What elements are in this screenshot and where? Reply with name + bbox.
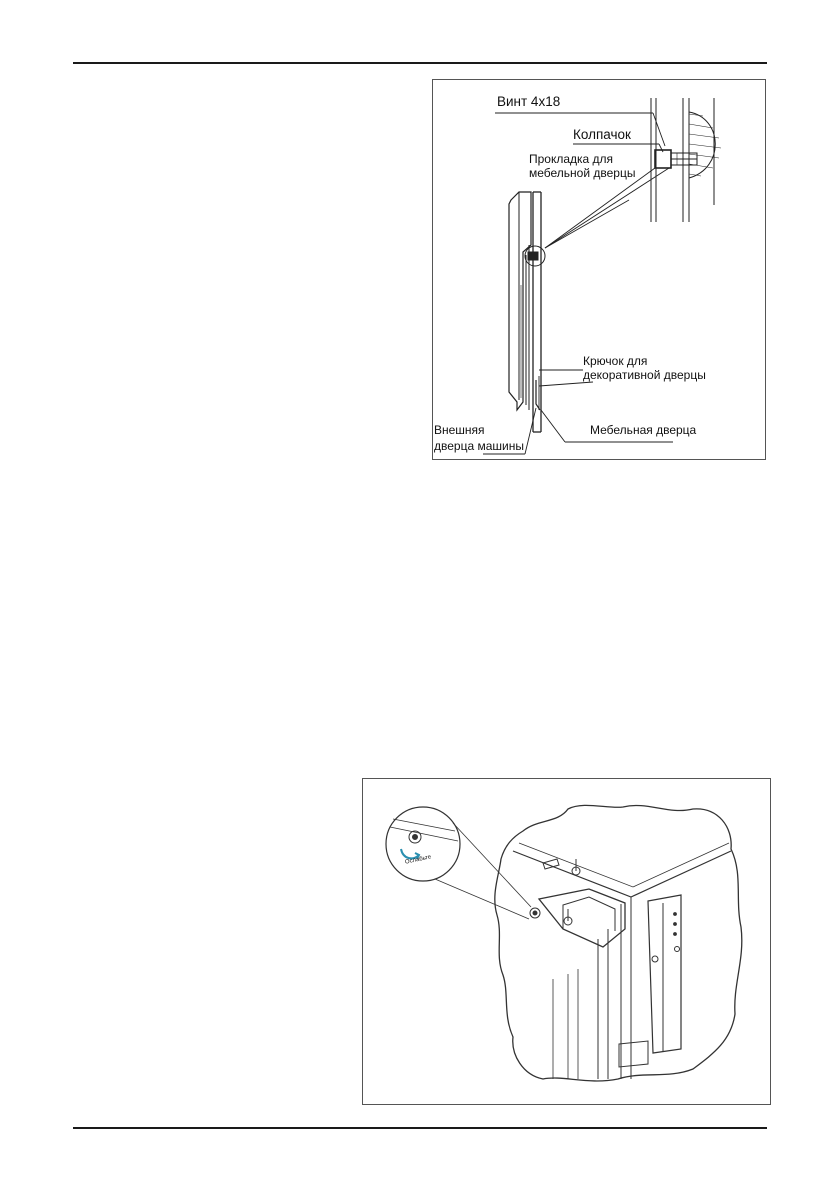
gasket-label-line2: мебельной дверцы: [529, 166, 636, 180]
outer-door-label-line1: Внешняя: [434, 423, 485, 437]
footer-rule: [73, 1127, 767, 1129]
hook-label-line2: декоративной дверцы: [583, 368, 706, 382]
header-rule: [73, 62, 767, 64]
door-mounting-section-diagram: [432, 79, 766, 460]
cap-label: Колпачок: [573, 127, 631, 142]
gasket-label-line1: Прокладка для: [529, 152, 614, 166]
hinge-bracket-illustration: [362, 778, 771, 1105]
screw-label: Винт 4x18: [497, 94, 561, 109]
hinge-bracket-drawing: [363, 779, 770, 1104]
hook-label-line1: Крючок для: [583, 354, 648, 368]
loosen-detail-label: Ослабьте: [404, 854, 432, 866]
outer-door-label-line2: дверца машины: [434, 439, 524, 453]
furniture-door-label: Мебельная дверца: [590, 423, 697, 437]
